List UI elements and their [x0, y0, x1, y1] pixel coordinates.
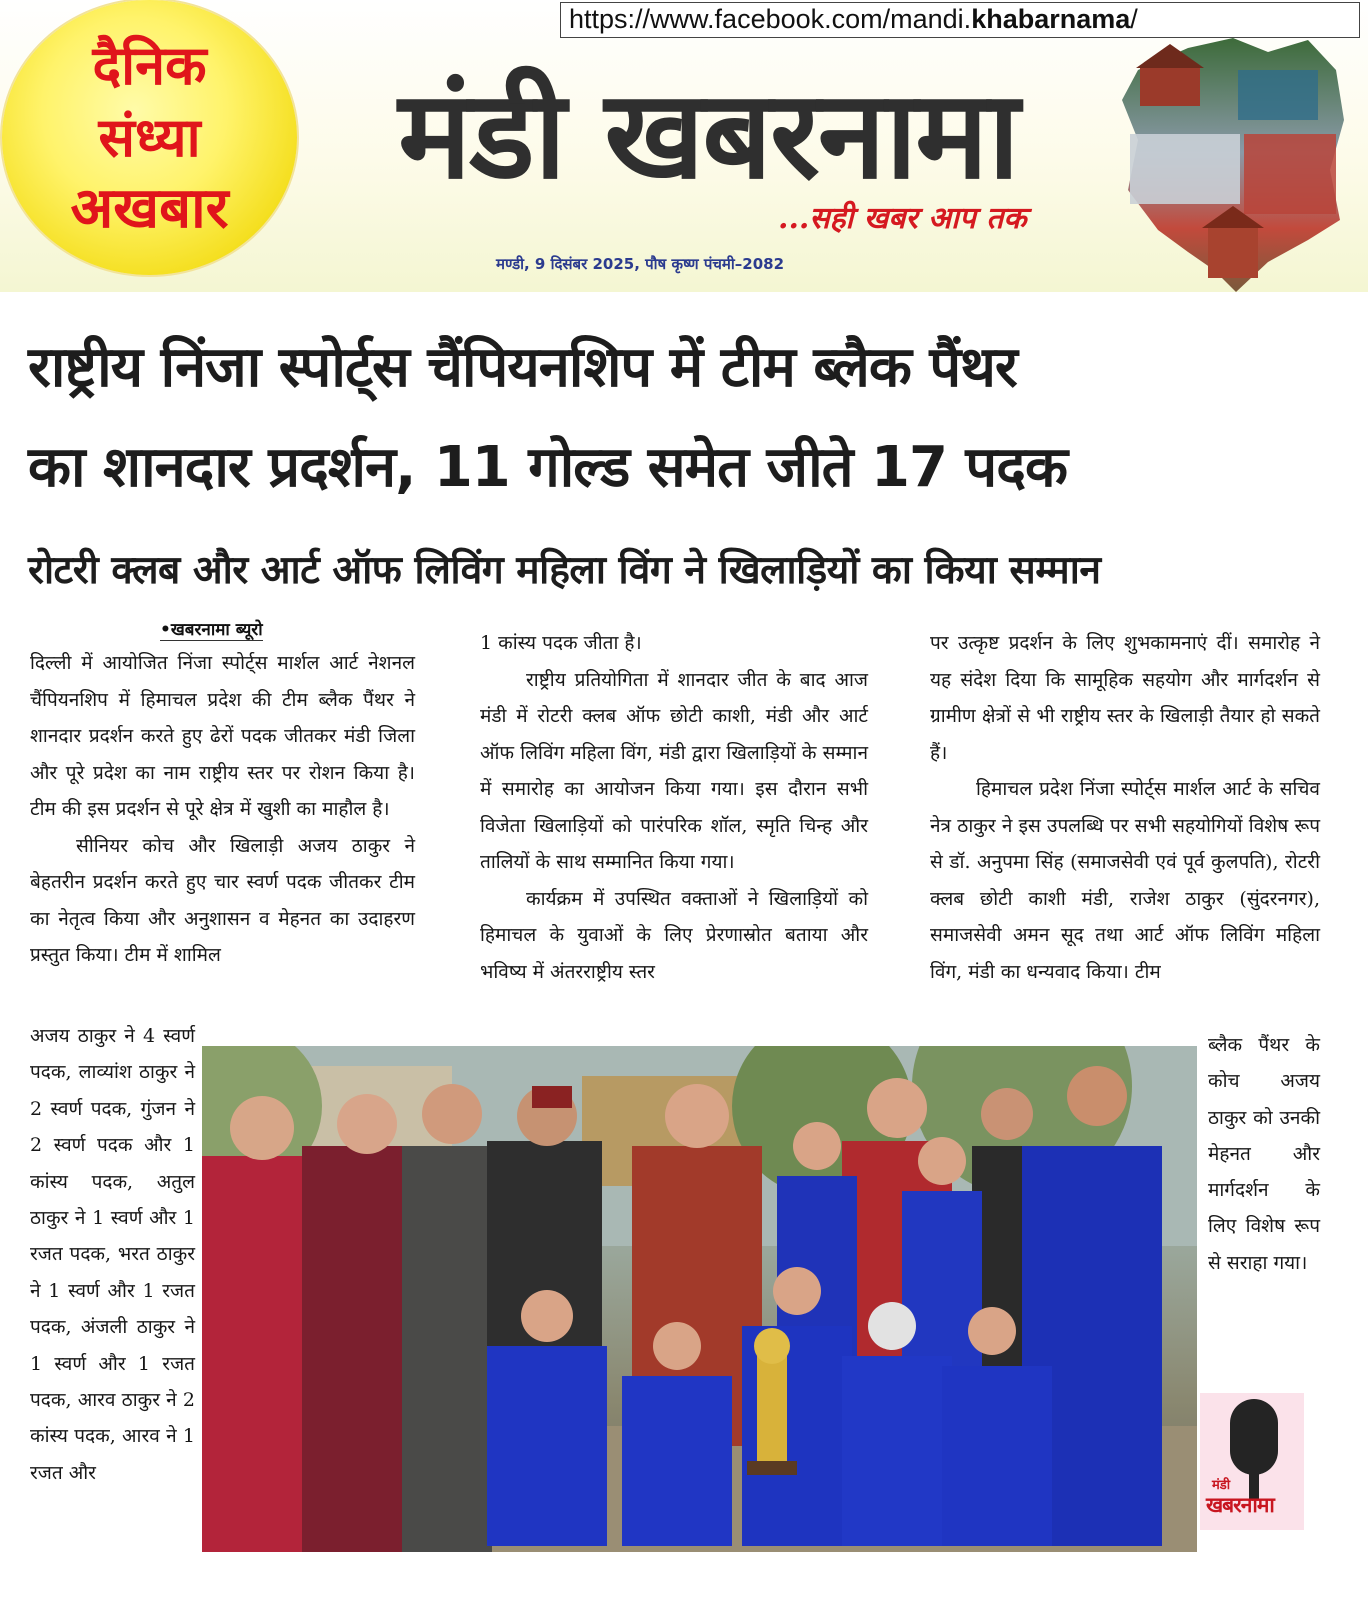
col3-narrow-text: ब्लैक पैंथर के कोच अजय ठाकुर को उनकी मेहनत और मार्गदर्शन के लिए विशेष रूप से सराहा गया। [1208, 1034, 1320, 1274]
col2-paragraph-3: कार्यक्रम में उपस्थित वक्ताओं ने खिलाड़ियों को हिमाचल के युवाओं के लिए प्रेरणास्रोत बताया और भविष्य में अंतरराष्ट्रीय स्तर [480, 887, 868, 983]
headline-line-2: का शानदार प्रदर्शन, 11 गोल्ड समेत जीते 17 पदक [28, 435, 1067, 500]
url-bold: khabarnama [971, 4, 1131, 34]
himachal-map-collage-icon [1118, 30, 1348, 292]
badge-line-2: संध्या [98, 106, 201, 169]
logo-large-text: खबरनामा [1206, 1493, 1274, 1517]
dateline: मण्डी, 9 दिसंबर 2025, पौष कृष्ण पंचमी–2082 [495, 255, 785, 273]
badge-line-1: दैनिक [92, 34, 207, 97]
main-headline [28, 318, 1340, 518]
logo-small-text: मंडी [1212, 1478, 1231, 1493]
team-group-photo [202, 1046, 1197, 1552]
col2-paragraph-1: 1 कांस्य पदक जीता है। [480, 632, 642, 654]
microphone-icon [1230, 1399, 1278, 1475]
photo-illustration [202, 1046, 1197, 1552]
col1-narrow-text: अजय ठाकुर ने 4 स्वर्ण पदक, लाव्यांश ठाकुर ने 2 स्वर्ण पदक, गुंजन ने 2 स्वर्ण पदक और 1 कांस्य पदक, अतुल ठाकुर ने 1 स्वर्ण और 1 रजत पदक, भरत ठाकुर ने 1 स्वर्ण और 1 रजत पदक, अंजली ठाकुर ने 1 स्वर्ण और 1 रजत पदक, आरव ठाकुर ने 2 कांस्य पदक, आरव ने 1 रजत और [30, 1025, 195, 1484]
col2-paragraph-2: राष्ट्रीय प्रतियोगिता में शानदार जीत के बाद आज मंडी में रोटरी क्लब ऑफ छोटी काशी, मंडी और आर्ट ऑफ लिविंग महिला विंग, मंडी द्वारा खिलाड़ियों के सम्मान में समारोह का आयोजन किया गया। इस दौरान सभी विजेता खिलाड़ियों को पारंपरिक शॉल, स्मृति चिन्ह और तालियों के साथ सम्मानित किया गया। [480, 668, 868, 873]
column-1 [30, 645, 415, 974]
tagline: ...सही खबर आप तक [778, 201, 1027, 236]
khabarnama-logo [1200, 1393, 1304, 1530]
col1-paragraph-1: दिल्ली में आयोजित निंजा स्पोर्ट्स मार्शल आर्ट नेशनल चैंपियनशिप में हिमाचल प्रदेश की टीम ब्लैक पैंथर ने शानदार प्रदर्शन करते हुए ढेरों पदक जीतकर मंडी जिला और पूरे प्रदेश का नाम राष्ट्रीय स्तर पर रोशन किया है। टीम की इस प्रदर्शन से पूरे क्षेत्र में खुशी का माहौल है। [30, 652, 415, 820]
headline-line-1: राष्ट्रीय निंजा स्पोर्ट्स चैंपियनशिप में टीम ब्लैक पैंथर [28, 335, 1017, 400]
evening-paper-badge [2, 0, 297, 275]
byline: •खबरनामा ब्यूरो [160, 617, 263, 641]
col1-paragraph-2: सीनियर कोच और खिलाड़ी अजय ठाकुर ने बेहतरीन प्रदर्शन करते हुए चार स्वर्ण पदक जीतकर टीम का नेतृत्व किया और अनुशासन व मेहनत का उदाहरण प्रस्तुत किया। टीम में शामिल [30, 834, 415, 966]
column-1-narrow [30, 1018, 195, 1491]
col3-paragraph-2: हिमाचल प्रदेश निंजा स्पोर्ट्स मार्शल आर्ट के सचिव नेत्र ठाकुर ने इस उपलब्धि पर सभी सहयोगियों विशेष रूप से डॉ. अनुपमा सिंह (समाजसेवी एवं पूर्व कुलपति), रोटरी क्लब छोटी काशी मंडी, राजेश ठाकुर (सुंदरनगर), समाजसेवी अमन सूद तथा आर्ट ऑफ लिविंग महिला विंग, मंडी का धन्यवाद किया। टीम [930, 778, 1320, 983]
column-3 [930, 625, 1320, 990]
col3-paragraph-1: पर उत्कृष्ट प्रदर्शन के लिए शुभकामनाएं दीं। समारोह ने यह संदेश दिया कि सामूहिक सहयोग और मार्गदर्शन से ग्रामीण क्षेत्रों से भी राष्ट्रीय स्तर के खिलाड़ी तैयार हो सकते हैं। [930, 632, 1320, 764]
column-3-narrow [1208, 1027, 1320, 1281]
sub-headline: रोटरी क्लब और आर्ट ऑफ लिविंग महिला विंग ने खिलाड़ियों का किया सम्मान [28, 548, 1101, 593]
url-prefix: https://www.facebook.com/mandi. [569, 4, 972, 34]
newspaper-title: मंडी खबरनामा [398, 64, 1018, 206]
masthead [0, 0, 1368, 292]
url-suffix: / [1130, 4, 1138, 34]
badge-line-3: अखबार [70, 176, 229, 241]
column-2 [480, 625, 868, 990]
